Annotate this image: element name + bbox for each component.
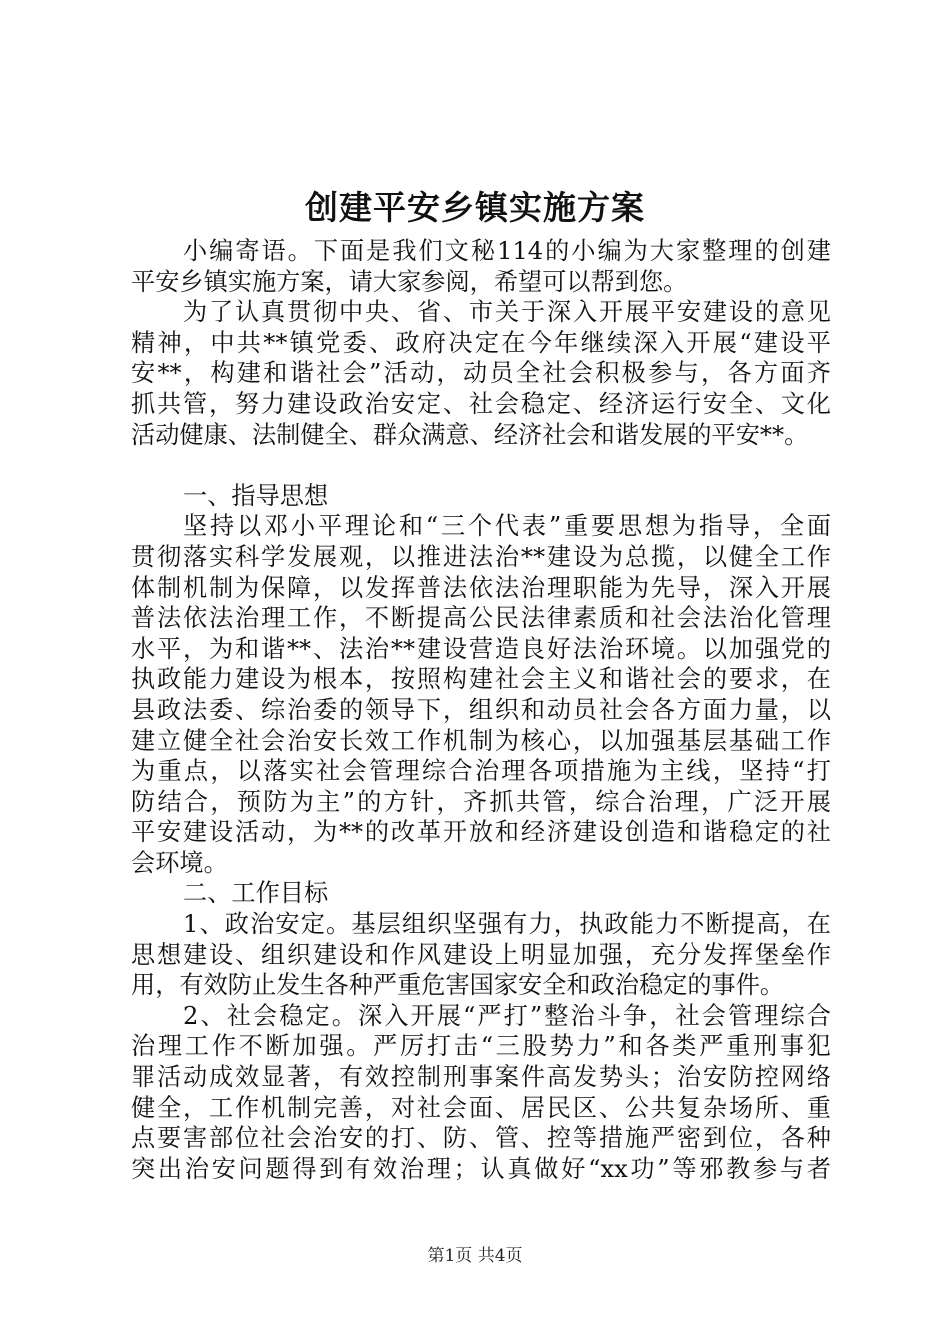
text-line: 平安建设活动，为**的改革开放和经济建设创造和谐稳定的社	[131, 818, 831, 847]
text-line: 为重点，以落实社会管理综合治理各项措施为主线，坚持“打	[131, 757, 831, 786]
text-line: 贯彻落实科学发展观，以推进法治**建设为总揽，以健全工作	[131, 542, 831, 571]
text-line: 水平，为和谐**、法治**建设营造良好法治环境。以加强党的	[131, 634, 831, 663]
paragraph-gap	[131, 450, 831, 481]
text-line: 防结合，预防为主”的方针，齐抓共管，综合治理，广泛开展	[131, 787, 831, 816]
text-line: 突出治安问题得到有效治理；认真做好“xx功”等邪教参与者	[131, 1154, 831, 1183]
text-line: 为了认真贯彻中央、省、市关于深入开展平安建设的意见	[183, 298, 831, 327]
text-line: 二、工作目标	[183, 879, 329, 908]
text-line: 活动健康、法制健全、群众满意、经济社会和谐发展的平安**。	[131, 420, 809, 449]
text-line: 小编寄语。下面是我们文秘114的小编为大家整理的创建	[183, 237, 831, 265]
document-title: 创建平安乡镇实施方案	[305, 188, 645, 227]
text-line: 用，有效防止发生各种严重危害国家安全和政治稳定的事件。	[131, 971, 785, 1000]
text-line: 2、社会稳定。深入开展“严打”整治斗争，社会管理综合	[183, 1001, 831, 1030]
text-line: 平安乡镇实施方案，请大家参阅，希望可以帮到您。	[131, 267, 688, 296]
text-line: 精神，中共**镇党委、政府决定在今年继续深入开展“建设平	[131, 328, 831, 357]
text-line: 坚持以邓小平理论和“三个代表”重要思想为指导，全面	[183, 512, 831, 541]
text-line: 执政能力建设为根本，按照构建社会主义和谐社会的要求，在	[131, 665, 831, 694]
text-line: 治理工作不断加强。严厉打击“三股势力”和各类严重刑事犯	[131, 1032, 831, 1061]
page-footer: 第1页 共4页	[427, 1246, 523, 1266]
text-line: 安**，构建和谐社会”活动，动员全社会积极参与，各方面齐	[131, 359, 831, 388]
text-line: 普法依法治理工作，不断提高公民法律素质和社会法治化管理	[131, 604, 831, 633]
text-line: 思想建设、组织建设和作风建设上明显加强，充分发挥堡垒作	[131, 940, 831, 969]
text-line: 1、政治安定。基层组织坚强有力，执政能力不断提高，在	[183, 910, 831, 939]
text-line: 罪活动成效显著，有效控制刑事案件高发势头；治安防控网络	[131, 1063, 831, 1092]
text-line: 县政法委、综治委的领导下，组织和动员社会各方面力量，以	[131, 695, 831, 724]
text-line: 建立健全社会治安长效工作机制为核心，以加强基层基础工作	[131, 726, 831, 755]
text-line: 一、指导思想	[183, 481, 329, 510]
text-line: 会环境。	[131, 848, 228, 877]
text-line: 健全，工作机制完善，对社会面、居民区、公共复杂场所、重	[131, 1093, 831, 1122]
text-line: 体制机制为保障，以发挥普法依法治理职能为先导，深入开展	[131, 573, 831, 602]
document-body	[131, 236, 831, 1184]
text-line: 点要害部位社会治安的打、防、管、控等措施严密到位，各种	[131, 1124, 831, 1153]
text-line: 抓共管，努力建设政治安定、社会稳定、经济运行安全、文化	[131, 389, 831, 418]
